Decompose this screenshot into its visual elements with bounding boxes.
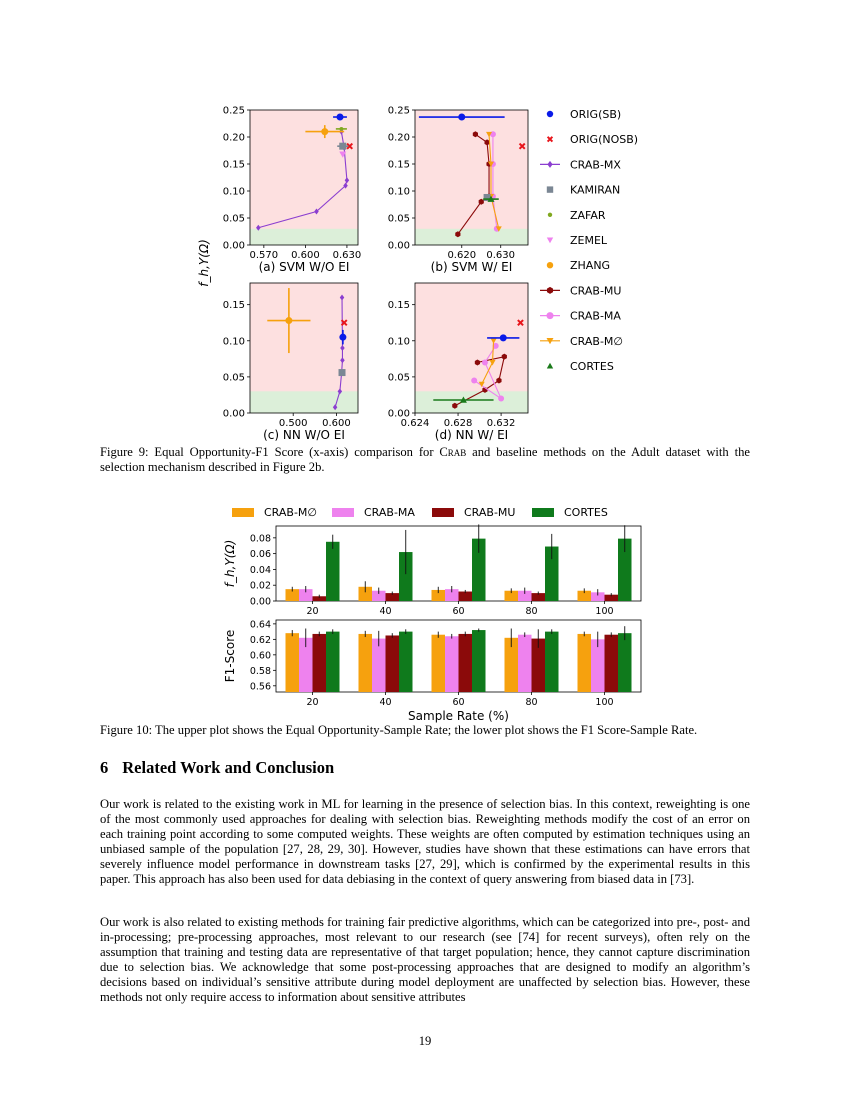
panel-b: [388, 106, 528, 275]
crab-ma-point: [482, 359, 488, 365]
section-heading: [100, 758, 334, 778]
section-number: 6: [100, 758, 109, 777]
upper-bar-chart-xtick-label: 20: [306, 606, 319, 617]
bar-cortes: [472, 630, 486, 692]
legend-item-cortes: [532, 506, 608, 519]
bar-crab-mu: [386, 635, 400, 692]
panel-c-ytick-label: 0.00: [222, 408, 245, 420]
legend-marker: [547, 287, 553, 294]
legend-item-kamiran: [547, 184, 620, 197]
lower-bar-chart-ytick-label: 0.62: [249, 634, 271, 646]
kamiran-point: [339, 143, 346, 150]
figure-9-y-axis-label: f_h,Y(Ω): [197, 239, 211, 287]
legend-label: CRAB-MX: [570, 158, 621, 172]
lower-bar-chart-xtick-label: 40: [379, 697, 392, 708]
page-number: 19: [418, 1034, 432, 1048]
panel-c-ytick-label: 0.10: [222, 336, 245, 348]
figure-10-legend: [232, 506, 608, 519]
panel-d-ytick-label: 0.05: [387, 372, 410, 384]
legend-item-cortes: [547, 360, 614, 373]
legend-item-crab-mx: [540, 158, 621, 171]
zhang-point: [285, 317, 292, 324]
legend-label: ORIG(SB): [570, 108, 622, 121]
panel-a-ytick-label: 0.10: [222, 186, 245, 198]
caption-9-prefix: Figure 9: Equal Opportunity-F1 Score (x-axis) comparison for: [100, 445, 440, 459]
legend-label: CRAB-MU: [570, 284, 622, 298]
panel-a: [223, 106, 362, 275]
panel-a-ytick-label: 0.25: [222, 105, 245, 117]
legend-swatch: [332, 508, 354, 517]
legend-marker: [547, 161, 552, 168]
upper-bar-chart-ytick-label: 0.04: [249, 564, 271, 576]
bar-crab-mu: [459, 634, 473, 692]
figure-10-caption: Figure 10: The upper plot shows the Equal Opportunity-Sample Rate; the lower plot shows the F1 Score-Sample Rate.: [100, 723, 698, 737]
panel-d-ytick-label: 0.15: [387, 300, 410, 312]
bar-crab-m: [359, 634, 373, 692]
legend-label: ZAFAR: [570, 208, 606, 222]
bar-crab-ma: [372, 639, 386, 692]
panel-b-fair-region: [415, 229, 528, 245]
lower-bar-chart-xtick-label: 60: [452, 697, 465, 708]
panel-b-ytick-label: 0.05: [387, 213, 410, 225]
zafar-point: [339, 127, 343, 131]
orig-sb-point: [458, 114, 465, 121]
legend-label: ZHANG: [570, 259, 611, 273]
bar-cortes: [326, 542, 340, 601]
figure-10-x-axis-label: Sample Rate (%): [408, 709, 509, 723]
lower-bar-chart-ytick-label: 0.58: [249, 665, 271, 677]
paragraph-2: Our work is also related to existing methods for training fair predictive algorithms, which can be categorized into pre-, post- and in-processing; pre-processing approaches, most relevant to our research (see [74] for recent surveys), often rely on the assumption that training and testing data are representative of that target population; hence, they cannot capture discrimination due to selection bias. We acknowledge that some post-processing approaches that are designed to modify an algorithm’s decisions based on individual’s sensitive attribute during model deployment are unaffected by selection bias. However, these methods not only require access to information about sensitive attributes: [100, 915, 750, 1004]
upper-bar-chart-ytick-label: 0.02: [249, 580, 271, 592]
upper-bar-chart-ytick-label: 0.00: [249, 596, 271, 608]
panel-b-background: [415, 110, 528, 245]
panel-b-xtick-label: 0.630: [486, 250, 516, 261]
lower-y-axis-label: F1-Score: [223, 629, 237, 683]
panel-d-ytick-label: 0.10: [387, 336, 410, 348]
bar-crab-mu: [313, 634, 327, 692]
legend-item-zhang: [547, 259, 610, 272]
panel-d-xtick-label: 0.624: [400, 418, 430, 429]
lower-bar-chart-xtick-label: 80: [525, 697, 538, 708]
orig-sb-point: [337, 114, 344, 121]
legend-item-crab-ma: [540, 310, 621, 323]
legend-swatch: [232, 508, 254, 517]
legend-label: CRAB-M∅: [570, 334, 623, 348]
legend-marker: [547, 363, 553, 369]
panel-a-xtick-label: 0.570: [249, 250, 279, 261]
kamiran-point: [339, 369, 346, 376]
upper-bar-chart-xtick-label: 40: [379, 606, 392, 617]
panel-c-ytick-label: 0.05: [222, 372, 245, 384]
legend-label: CRAB-MA: [364, 506, 415, 519]
panel-a-xtick-label: 0.630: [332, 250, 362, 261]
panel-b-ytick-label: 0.00: [387, 240, 410, 252]
panel-b-xtick-label: 0.620: [447, 250, 477, 261]
legend-label: CORTES: [564, 506, 608, 519]
upper-bar-chart-xtick-label: 60: [452, 606, 465, 617]
upper-bar-chart-xtick-label: 80: [525, 606, 538, 617]
legend-marker: [547, 186, 553, 192]
panel-a-xtick-label: 0.600: [291, 250, 320, 261]
upper-bar-chart-ytick-label: 0.08: [249, 533, 271, 545]
legend-swatch: [432, 508, 454, 517]
figure-9-caption: [100, 445, 750, 475]
lower-bar-chart: [250, 619, 641, 708]
figure-9: [190, 98, 660, 443]
panel-d-ytick-label: 0.00: [387, 408, 410, 420]
panel-c-title: (c) NN W/O EI: [263, 428, 345, 442]
legend-item-crab-mu: [540, 284, 621, 297]
legend-item-crab-mu: [432, 506, 515, 519]
panel-b-ytick-label: 0.20: [387, 132, 410, 144]
panel-d-xtick-label: 0.632: [486, 418, 516, 429]
panel-a-title: (a) SVM W/O EI: [258, 260, 350, 274]
lower-bar-chart-ytick-label: 0.60: [249, 650, 271, 662]
figure-9-legend: [540, 108, 638, 373]
panel-b-title: (b) SVM W/ EI: [430, 260, 513, 274]
legend-label: CRAB-MU: [464, 506, 516, 519]
lower-bar-chart-ytick-label: 0.64: [249, 619, 271, 631]
legend-label: CORTES: [570, 360, 614, 373]
upper-bar-chart-xtick-label: 100: [595, 606, 614, 617]
upper-y-axis-label: f_h,Y(Ω): [223, 539, 237, 588]
bar-crab-m: [432, 635, 446, 692]
lower-bar-chart-xtick-label: 20: [306, 697, 319, 708]
legend-label: ORIG(NOSB): [570, 133, 639, 147]
panel-b-ytick-label: 0.15: [387, 159, 410, 171]
bar-crab-mu: [605, 635, 619, 692]
lower-bar-chart-ytick-label: 0.56: [249, 681, 271, 693]
bar-cortes: [545, 632, 559, 692]
legend-label: CRAB-M∅: [264, 506, 317, 519]
legend-swatch: [532, 508, 554, 517]
panel-c-xtick-label: 0.500: [278, 418, 308, 429]
legend-marker: [547, 111, 553, 117]
legend-label: KAMIRAN: [570, 183, 621, 197]
legend-item-crab-m: [232, 506, 317, 519]
bar-cortes: [618, 633, 632, 692]
legend-item-orig-sb: [547, 108, 621, 121]
figure-10: [218, 498, 658, 724]
legend-marker: [547, 262, 553, 268]
panel-c: [223, 283, 358, 442]
crab-ma-point: [498, 396, 504, 402]
panel-d-xtick-label: 0.628: [443, 418, 473, 429]
panel-b-ytick-label: 0.25: [387, 105, 410, 117]
zhang-point: [321, 128, 328, 135]
panel-d: [388, 283, 528, 442]
legend-marker: [547, 237, 553, 243]
figure-9-plots: [190, 98, 660, 443]
legend-item-orig-nosb: [548, 133, 638, 146]
legend-item-zemel: [547, 234, 608, 247]
panel-a-fair-region: [250, 229, 358, 245]
section-title: Related Work and Conclusion: [122, 758, 335, 777]
upper-bar-chart: [250, 524, 641, 617]
legend-item-zafar: [548, 209, 606, 222]
legend-label: ZEMEL: [570, 234, 608, 247]
panel-a-ytick-label: 0.20: [222, 132, 245, 144]
panel-d-fair-region: [415, 391, 528, 413]
panel-a-ytick-label: 0.00: [222, 240, 245, 252]
panel-b-ytick-label: 0.10: [387, 186, 410, 198]
orig-sb-point: [500, 334, 507, 341]
lower-bar-chart-xtick-label: 100: [595, 697, 614, 708]
upper-bar-chart-ytick-label: 0.06: [249, 549, 271, 561]
legend-marker: [548, 213, 552, 217]
bar-crab-ma: [518, 635, 532, 692]
panel-a-ytick-label: 0.15: [222, 159, 245, 171]
bar-crab-ma: [591, 639, 605, 692]
legend-marker: [547, 312, 554, 319]
legend-label: CRAB-MA: [570, 309, 621, 323]
figure-10-plots: [218, 498, 658, 724]
bar-crab-m: [578, 634, 592, 692]
crab-ma-point: [471, 378, 477, 384]
legend-item-crab-m: [540, 335, 623, 348]
bar-cortes: [399, 632, 413, 692]
panel-c-ytick-label: 0.15: [222, 300, 245, 312]
bar-crab-m: [286, 633, 300, 692]
bar-crab-ma: [445, 636, 459, 692]
orig-sb-point: [339, 334, 346, 341]
caption-9-crab: Crab: [439, 445, 467, 459]
panel-c-fair-region: [250, 391, 358, 413]
bar-cortes: [326, 632, 340, 692]
panel-d-title: (d) NN W/ EI: [434, 428, 509, 442]
panel-c-xtick-label: 0.600: [322, 418, 351, 429]
legend-marker: [548, 137, 553, 142]
paragraph-1: Our work is related to the existing work in ML for learning in the presence of selection bias. In this context, reweighting is one of the most commonly used approaches for dealing with selection bias. Reweighting methods modify the cost of an error on each training point according to some computed weights. These weights are often computed by estimation techniques using an unbiased sample of the population [27, 28, 29, 30]. However, studies have shown that these estimations can have errors that severely influence model performance in downstream tasks [27, 29], which is confirmed by the experimental results in this paper. This approach has also been used for data debiasing in the context of query answering from biased data in [73].: [100, 797, 750, 886]
legend-item-crab-ma: [332, 506, 415, 519]
caption-9-suffix: and baseline methods on the Adult dataset with the selection mechanism described in Figure 2b.: [100, 445, 750, 474]
panel-a-ytick-label: 0.05: [222, 213, 245, 225]
